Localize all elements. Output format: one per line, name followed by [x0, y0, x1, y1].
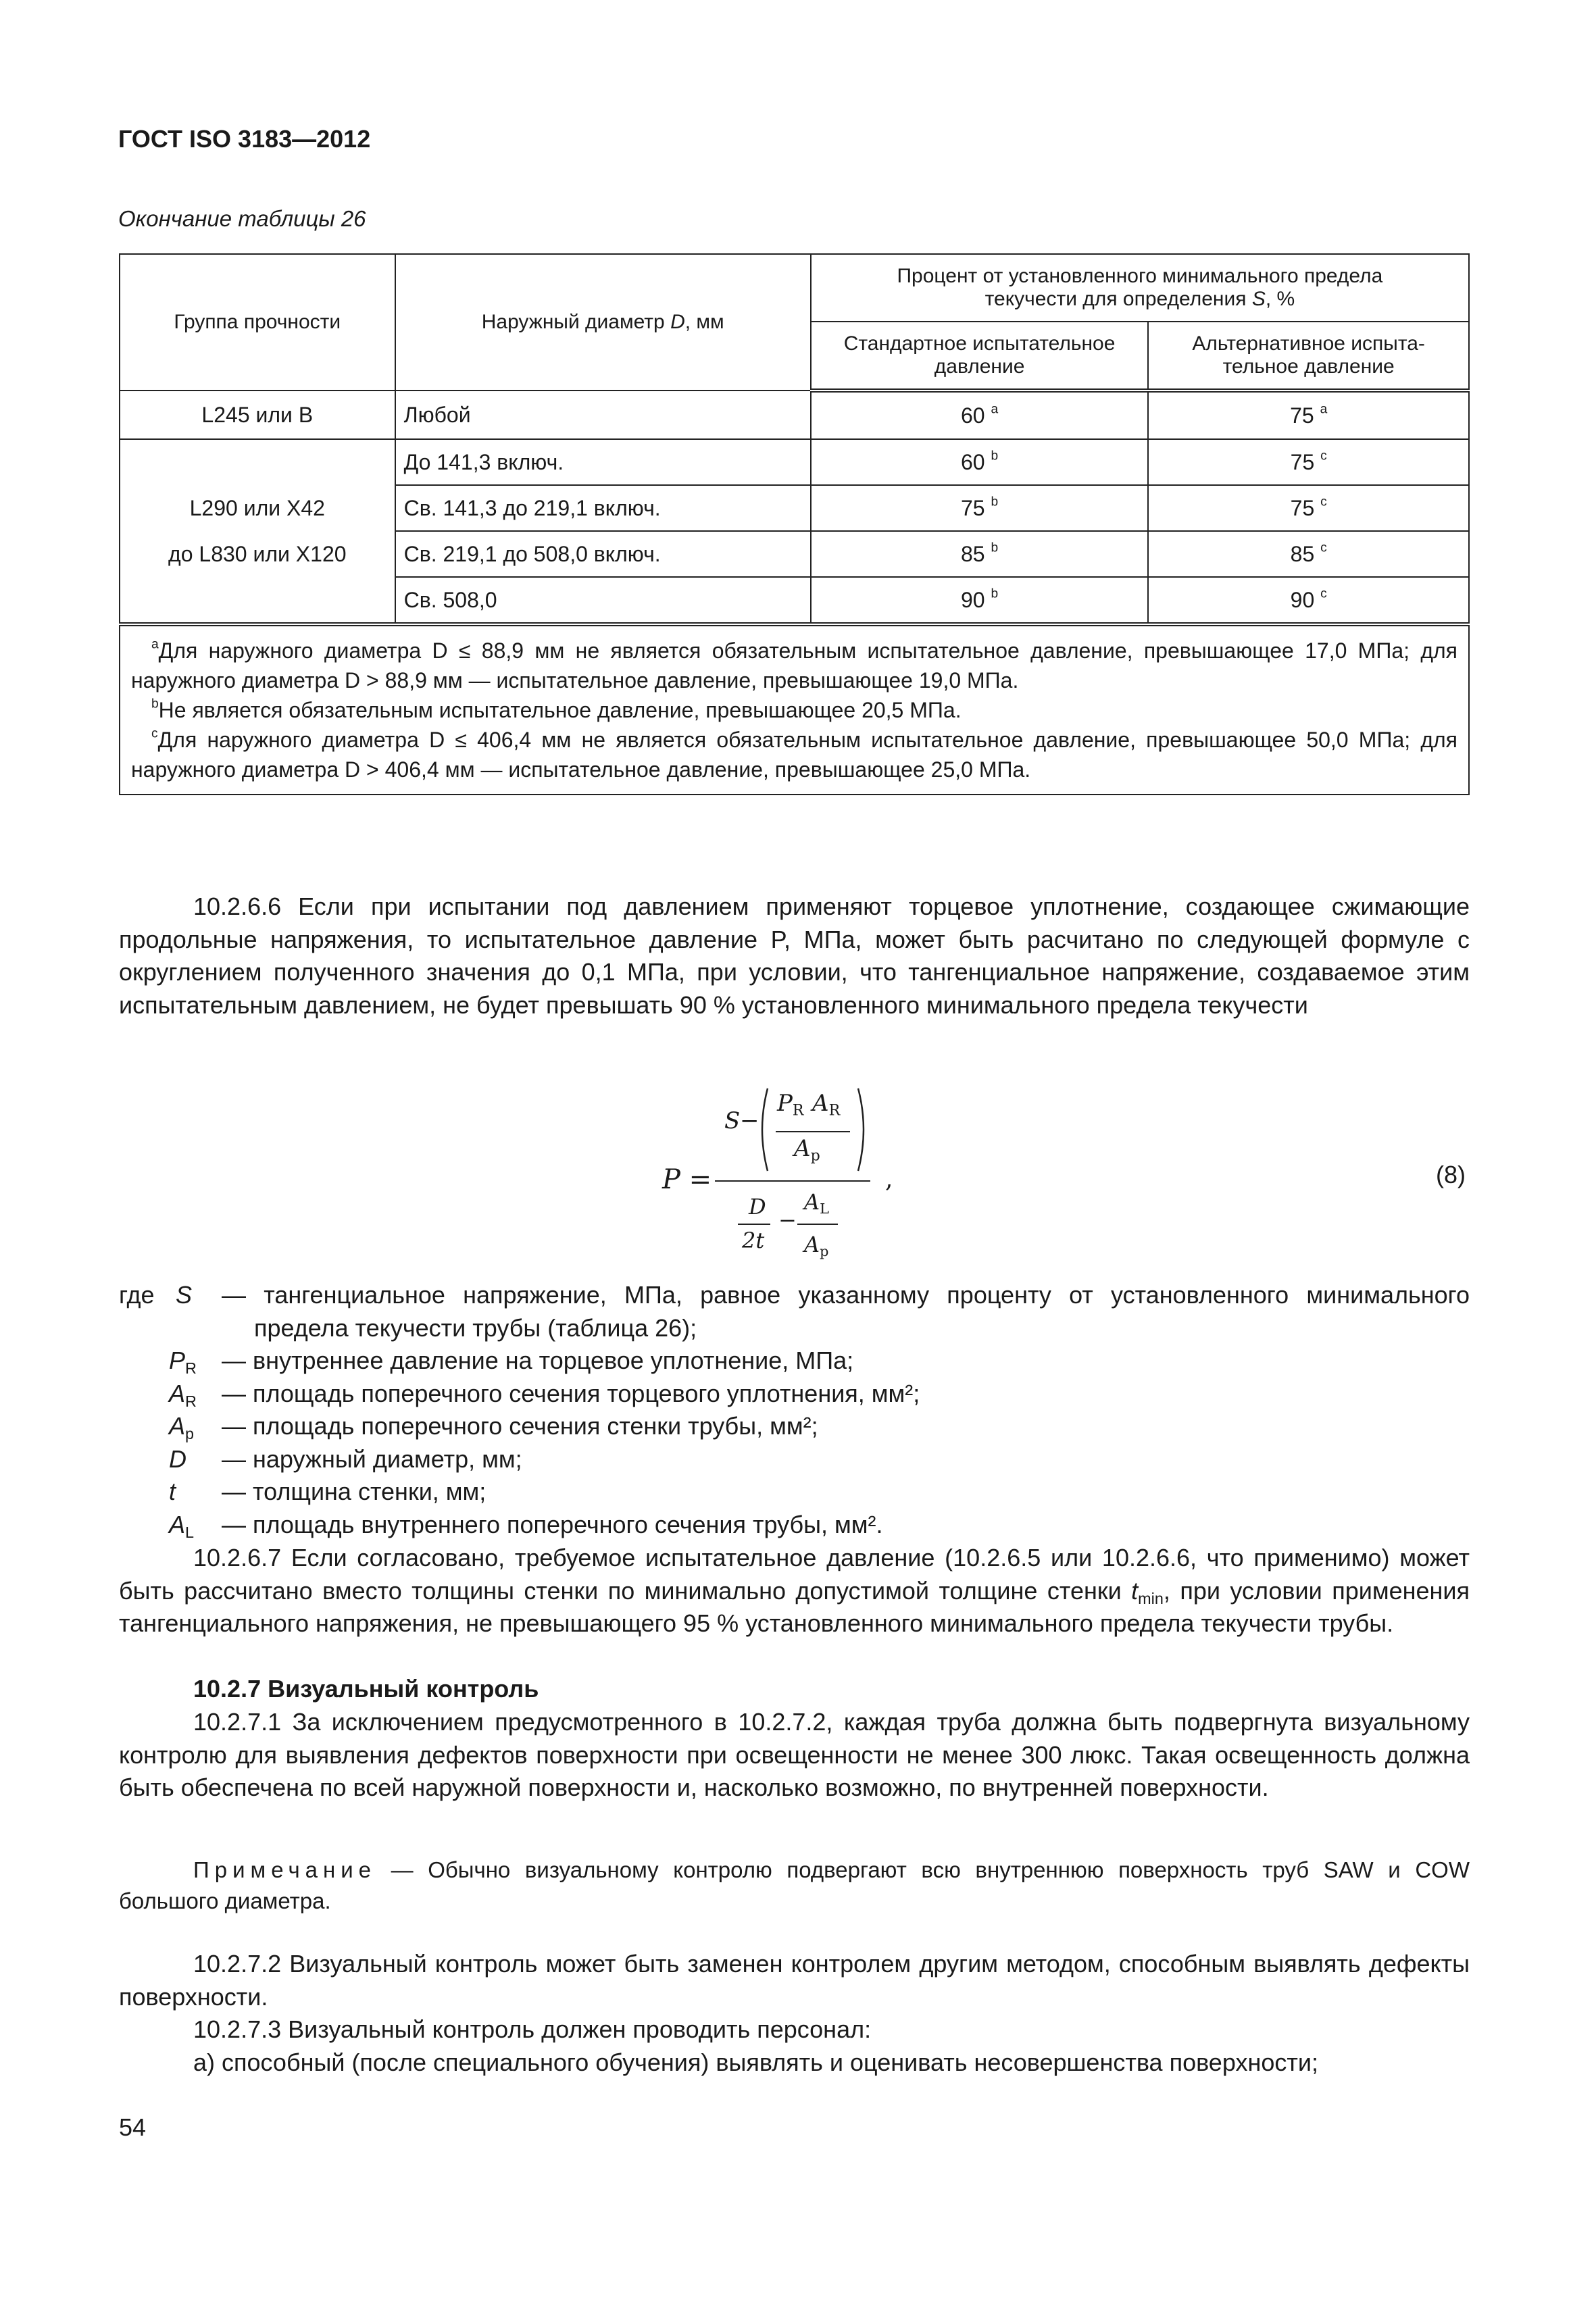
grade-cell: L290 или X42 до L830 или X120 — [120, 439, 395, 624]
header-diameter: Наружный диаметр D, мм — [395, 254, 811, 391]
alternative-cell: 75 $^a$ — [1148, 391, 1469, 439]
document-header: ГОСТ ISO 3183—2012 — [118, 125, 371, 153]
where-text: — тангенциальное напряжение, МПа, равное указанному проценту от установленного минимального предела текучести трубы (таблица 26); — [222, 1281, 1470, 1342]
paragraph-10-2-6-6: 10.2.6.6 Если при испытании под давлением применяют торцевое уплотнение, создающее сжимающие продольные напряжения, то испытательное давление P, МПа, может быть расчитано по следующей формуле с округлением полученного значения до 0,1 МПа, при условии, что тангенциальное напряжение, создаваемое этим испытательным давлением, не будет превышать 90 % установленного минимального предела текучести — [119, 892, 1470, 1019]
alternative-cell: 75 $^c$ — [1148, 439, 1469, 485]
header-percent: Процент от установленного минимального предела текучести для определения S, % — [811, 254, 1469, 322]
standard-cell: 60 $^a$ — [811, 391, 1149, 439]
heading-10-2-7: 10.2.7 Визуальный контроль — [193, 1675, 539, 1703]
standard-cell: 75 $^b$ — [811, 485, 1149, 531]
where-text: — площадь поперечного сечения торцевого уплотнения, мм²; — [222, 1379, 920, 1407]
diameter-cell: Св. 219,1 до 508,0 включ. — [395, 531, 811, 577]
list-item-a: а) способный (после специального обучения) выявлять и оценивать несовершенства поверхности; — [193, 2048, 1318, 2076]
diameter-cell: До 141,3 включ. — [395, 439, 811, 485]
standard-cell: 85 $^b$ — [811, 531, 1149, 577]
where-symbol: D — [169, 1444, 186, 1473]
alternative-cell: 75 $^c$ — [1148, 485, 1469, 531]
where-text: — наружный диаметр, мм; — [222, 1444, 522, 1473]
where-symbol: $A_R$ — [169, 1379, 197, 1410]
where-text: — внутреннее давление на торцевое уплотнение, МПа; — [222, 1347, 854, 1374]
where-symbol: t — [169, 1478, 176, 1505]
grade-cell: L245 или B — [120, 391, 395, 439]
table-footnotes — [120, 624, 1469, 795]
paragraph-10-2-7-1: 10.2.7.1 За исключением предусмотренного в 10.2.7.2, каждая труба должна быть подвергнута визуальному контролю для выявления дефектов поверхности при освещенности не менее 300 люкс. Такая освещенность должна быть обеспечена по всей наружной поверхности и, насколько возможно, по внутренней поверхности. — [119, 1708, 1470, 1801]
diameter-cell: Любой — [395, 391, 811, 439]
where-symbol: $A_L$ — [169, 1510, 195, 1541]
paragraph-10-2-7-3: 10.2.7.3 Визуальный контроль должен проводить персонал: — [193, 2015, 872, 2043]
header-grade: Группа прочности — [120, 254, 395, 391]
formula-number: (8) — [1436, 1161, 1466, 1188]
footnote-c: $^c$Для наружного диаметра D ≤ 406,4 мм не является обязательным испытательное давление, превышающее 50,0 МПа; для наружного диаметра D > 406,4 мм — испытательное давление, превышающее 25,0 МПа. — [131, 726, 1457, 782]
table-26 — [119, 253, 1470, 795]
paragraph-10-2-6-7: 10.2.6.7 Если согласовано, требуемое испытательное давление (10.2.6.5 или 10.2.6.6, что применимо) может быть рассчитано вместо толщины стенки по минимально допустимой толщине стенки $t_{min}$, при условии применения тангенциального напряжения, не превышающего 95 % установленного минимального предела текучести трубы. — [119, 1544, 1470, 1637]
alternative-cell: 90 $^c$ — [1148, 577, 1469, 624]
diameter-cell: Св. 508,0 — [395, 577, 811, 624]
formula-8: P = S − $P_R$ $A_R$ $A_p$ D 2t − $A_L$ $A_p$ , — [662, 1078, 932, 1267]
standard-cell: 90 $^b$ — [811, 577, 1149, 624]
where-text: — площадь внутреннего поперечного сечения трубы, мм². — [222, 1510, 883, 1538]
where-text: — площадь поперечного сечения стенки трубы, мм²; — [222, 1412, 818, 1440]
where-list — [119, 1279, 1470, 1541]
header-standard: Стандартное испытательное давление — [811, 322, 1149, 391]
standard-cell: 60 $^b$ — [811, 439, 1149, 485]
alternative-cell: 85 $^c$ — [1148, 531, 1469, 577]
footnote-b: $^b$Не является обязательным испытательное давление, превышающее 20,5 МПа. — [151, 697, 962, 722]
header-alternative: Альтернативное испыта- тельное давление — [1148, 322, 1469, 391]
where-symbol: $P_R$ — [169, 1347, 197, 1378]
paragraph-10-2-7-2: 10.2.7.2 Визуальный контроль может быть заменен контролем другим методом, способным выявлять дефекты поверхности. — [119, 1950, 1470, 2011]
note: Примечание — Обычно визуальному контролю подвергают всю внутреннюю поверхность труб SAW и COW большого диаметра. — [119, 1857, 1470, 1913]
where-label: где — [119, 1281, 155, 1309]
table-caption: Окончание таблицы 26 — [118, 206, 366, 231]
where-text: — толщина стенки, мм; — [222, 1478, 487, 1505]
where-symbol: S — [176, 1281, 193, 1309]
where-symbol: $A_p$ — [169, 1412, 195, 1443]
footnote-a: $^a$Для наружного диаметра D ≤ 88,9 мм не является обязательным испытательное давление, превышающее 17,0 МПа; для наружного диаметра D > 88,9 мм — испытательное давление, превышающее 19,0 МПа. — [131, 637, 1457, 693]
page-number: 54 — [119, 2113, 147, 2141]
diameter-cell: Св. 141,3 до 219,1 включ. — [395, 485, 811, 531]
